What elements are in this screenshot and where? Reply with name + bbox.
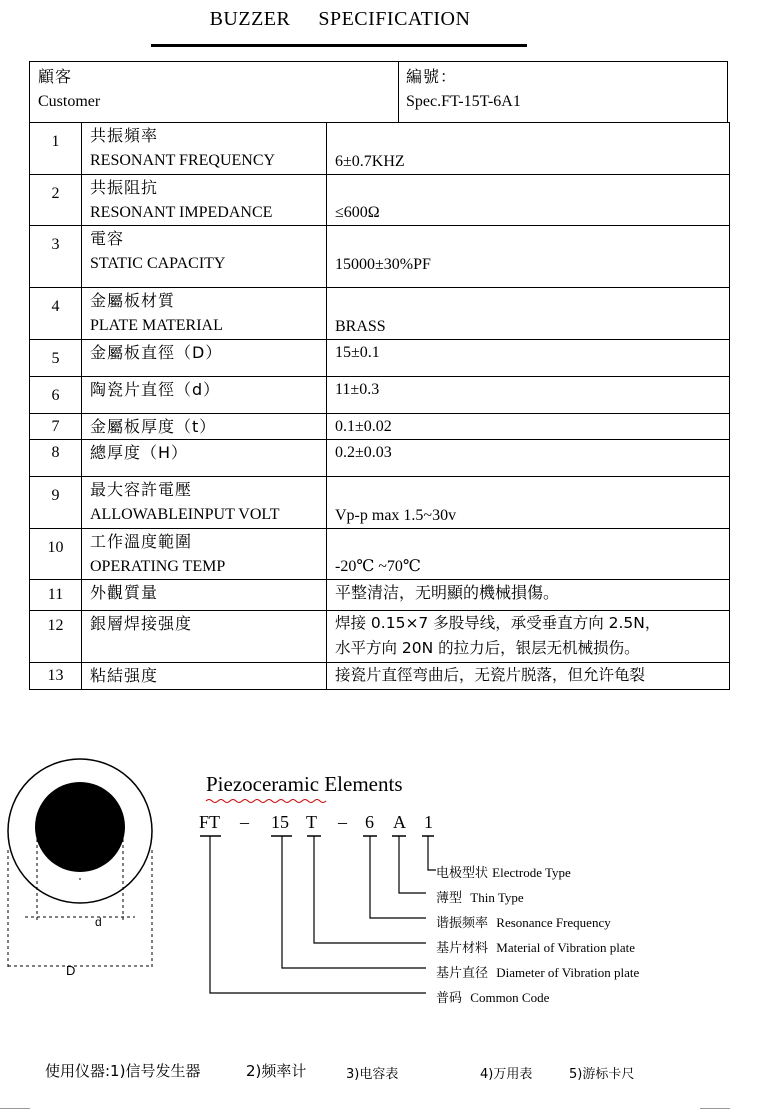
legend-thin-type	[436, 887, 524, 906]
legend-electrode	[436, 862, 571, 881]
row-number: 5	[30, 340, 82, 377]
param-en: STATIC CAPACITY	[90, 255, 226, 272]
corner-mark-right	[700, 1108, 730, 1109]
param-en: RESONANT IMPEDANCE	[90, 204, 273, 221]
label-D: D	[66, 963, 76, 978]
param-value: Vp-p max 1.5~30v	[327, 477, 730, 529]
legend-material	[436, 937, 635, 956]
row-number: 9	[30, 477, 82, 529]
title-word-buzzer: BUZZER	[209, 8, 291, 30]
connector-thin-type	[399, 836, 426, 893]
param-value: BRASS	[327, 288, 730, 340]
param-value-line1: 焊接 0.15×7 多股导线，承受垂直方向 2.5N，	[335, 614, 661, 632]
label-d: d	[95, 915, 102, 929]
row-number: 4	[30, 288, 82, 340]
table-row	[30, 440, 730, 477]
legend-en: Diameter of Vibration plate	[496, 965, 640, 980]
table-row	[30, 477, 730, 529]
title-word-specification: SPECIFICATION	[318, 8, 471, 30]
corner-mark-left	[0, 1108, 30, 1109]
param-cn: 金屬板厚度（t）	[90, 417, 217, 436]
param-cell	[82, 477, 327, 529]
code-dash: –	[240, 812, 249, 832]
param-en: OPERATING TEMP	[90, 558, 226, 575]
param-value: ≤600Ω	[327, 175, 730, 226]
param-value	[327, 611, 730, 663]
legend-en: Electrode Type	[492, 865, 571, 880]
param-cell	[82, 340, 327, 377]
param-value: -20℃ ~70℃	[327, 529, 730, 580]
instrument-1: 使用仪器:1)信号发生器	[45, 1062, 201, 1080]
legend-cn: 谐振频率	[436, 916, 489, 931]
customer-label-en: Customer	[38, 93, 101, 110]
spellcheck-underline	[206, 800, 326, 803]
param-cell	[82, 663, 327, 690]
param-cell	[82, 414, 327, 440]
param-value: 6±0.7KHZ	[327, 123, 730, 175]
spec-cell	[406, 64, 521, 114]
param-cell	[82, 377, 327, 414]
row-number: 10	[30, 529, 82, 580]
row-number: 11	[30, 580, 82, 611]
param-en: ALLOWABLEINPUT VOLT	[90, 506, 280, 523]
row-number: 6	[30, 377, 82, 414]
table-row	[30, 123, 730, 175]
param-cell	[82, 611, 327, 663]
param-cn: 共振頻率	[90, 126, 159, 145]
legend-cn: 普码	[436, 991, 463, 1006]
param-value: 接瓷片直徑弯曲后，无瓷片脱落，但允许龟裂	[327, 663, 730, 690]
table-row	[30, 663, 730, 690]
param-cn: 工作溫度範圍	[90, 532, 193, 551]
instrument-3: 3)电容表	[346, 1067, 399, 1082]
title-underline	[151, 44, 527, 47]
param-cn: 共振阻抗	[90, 178, 159, 197]
legend-en: Material of Vibration plate	[496, 940, 635, 955]
spec-label-cn: 編號：	[406, 67, 458, 86]
legend-diameter	[436, 962, 639, 981]
param-cn: 外觀質量	[90, 583, 159, 602]
customer-label-cn: 顧客	[38, 67, 73, 86]
row-number: 13	[30, 663, 82, 690]
param-cn: 金屬板材質	[90, 291, 176, 310]
legend-cn: 电极型状	[436, 866, 489, 881]
param-value: 15000±30%PF	[327, 226, 730, 288]
legend-cn: 基片材料	[436, 941, 489, 956]
param-value: 0.1±0.02	[327, 414, 730, 440]
row-number: 7	[30, 414, 82, 440]
code-15: 15	[271, 812, 289, 832]
spec-number: Spec.FT-15T-6A1	[406, 93, 521, 110]
table-row	[30, 414, 730, 440]
param-cell	[82, 529, 327, 580]
param-value: 15±0.1	[327, 340, 730, 377]
table-row	[30, 340, 730, 377]
row-number: 1	[30, 123, 82, 175]
table-row	[30, 226, 730, 288]
code-dash: –	[338, 812, 347, 832]
param-cell	[82, 440, 327, 477]
code-1: 1	[424, 812, 433, 832]
connector-diameter	[282, 836, 426, 968]
connector-frequency	[370, 836, 426, 918]
table-row	[30, 580, 730, 611]
ceramic-disc	[35, 782, 125, 872]
param-en: RESONANT FREQUENCY	[90, 152, 276, 169]
connector-electrode	[428, 836, 436, 870]
param-cn: 金屬板直徑（D）	[90, 343, 223, 362]
header-divider	[398, 62, 399, 122]
param-cn: 電容	[90, 229, 125, 248]
instrument-2: 2)频率计	[246, 1062, 307, 1080]
table-row	[30, 611, 730, 663]
document-title	[150, 8, 530, 31]
code-ft: FT	[199, 812, 221, 832]
row-number: 3	[30, 226, 82, 288]
legend-en: Common Code	[470, 990, 550, 1005]
param-cell	[82, 123, 327, 175]
legend-cn: 基片直径	[436, 966, 489, 981]
param-cell	[82, 288, 327, 340]
customer-cell	[38, 64, 100, 114]
param-value-line2: 水平方向 20N 的拉力后，银层无机械损伤。	[335, 639, 640, 657]
piezo-title: Piezoceramic Elements	[206, 772, 403, 796]
param-value: 11±0.3	[327, 377, 730, 414]
legend-en: Resonance Frequency	[496, 915, 611, 930]
code-6: 6	[365, 812, 374, 832]
spec-table	[29, 122, 730, 690]
table-row	[30, 529, 730, 580]
param-cell	[82, 175, 327, 226]
param-value: 0.2±0.03	[327, 440, 730, 477]
row-number: 2	[30, 175, 82, 226]
code-a: A	[393, 812, 406, 832]
legend-cn: 薄型	[436, 891, 463, 906]
table-row	[30, 377, 730, 414]
instrument-5: 5)游标卡尺	[569, 1067, 635, 1082]
table-row	[30, 175, 730, 226]
table-row	[30, 288, 730, 340]
legend-en: Thin Type	[470, 890, 524, 905]
param-cell	[82, 226, 327, 288]
param-cn: 粘結强度	[90, 666, 159, 685]
param-value: 平整清洁，无明顯的機械損傷。	[327, 580, 730, 611]
param-cn: 銀層焊接强度	[90, 614, 193, 633]
instrument-4: 4)万用表	[480, 1067, 533, 1082]
code-t: T	[306, 812, 317, 832]
connector-common-code	[210, 836, 426, 993]
row-number: 8	[30, 440, 82, 477]
customer-header	[29, 61, 728, 123]
legend-common-code	[436, 987, 549, 1006]
param-cn: 最大容許電壓	[90, 480, 193, 499]
param-en: PLATE MATERIAL	[90, 317, 223, 334]
param-cell	[82, 580, 327, 611]
param-cn: 陶瓷片直徑（d）	[90, 380, 221, 399]
legend-frequency	[436, 912, 611, 931]
param-cn: 總厚度（H）	[90, 443, 189, 462]
row-number: 12	[30, 611, 82, 663]
